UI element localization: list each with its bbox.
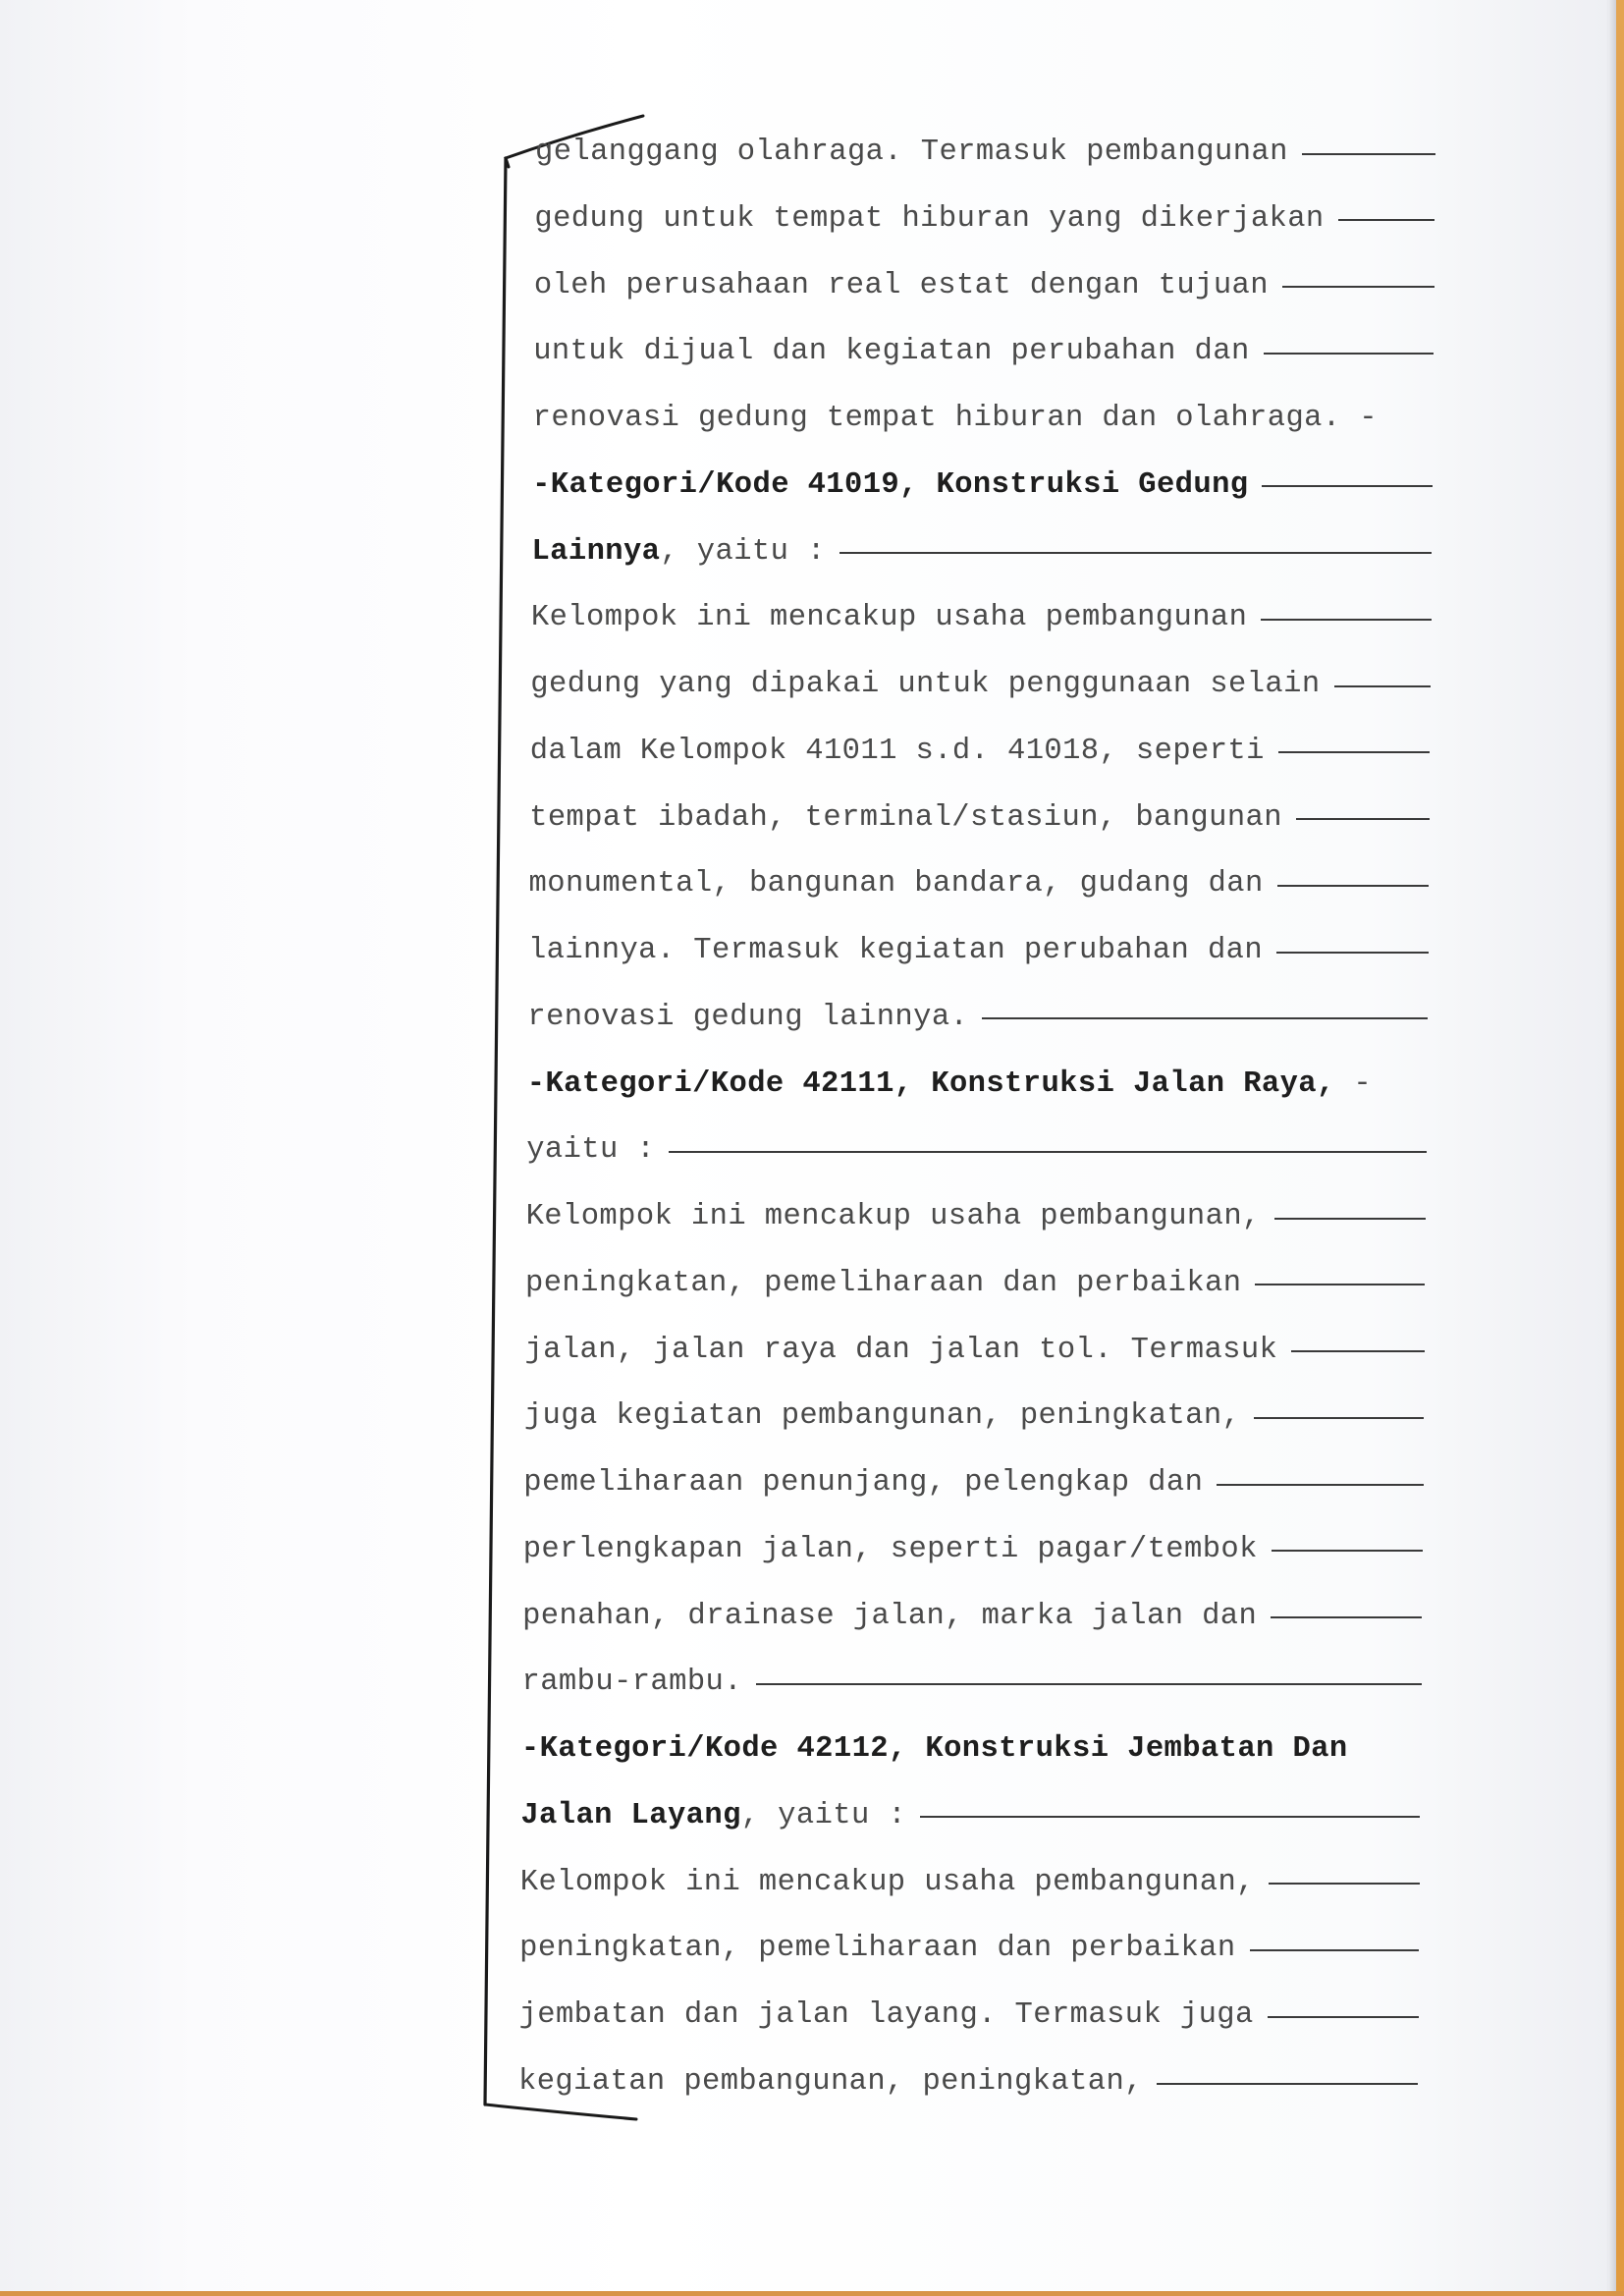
line-text — [522, 1666, 742, 1699]
fill-line — [920, 1816, 1420, 1818]
document-line — [529, 862, 1430, 905]
line-text — [527, 1067, 1372, 1101]
line-text — [534, 202, 1324, 236]
document-line — [531, 530, 1432, 574]
fill-line — [1157, 2083, 1418, 2085]
body-text: penahan, drainase jalan, marka jalan dan — [522, 1599, 1258, 1633]
fill-line — [756, 1683, 1422, 1685]
fill-line — [1250, 1949, 1420, 1951]
document-line — [526, 1195, 1426, 1238]
body-text: tempat ibadah, terminal/stasiun, bangunan — [529, 800, 1282, 835]
document-line — [535, 131, 1435, 174]
line-text — [530, 735, 1265, 768]
fill-line — [1264, 353, 1434, 355]
document-line — [522, 1595, 1422, 1638]
fill-line — [669, 1151, 1427, 1153]
body-text: gelanggang olahraga. Termasuk pembangunan — [535, 136, 1288, 169]
body-text: Kelompok ini mencakup usaha pembangunan, — [525, 1200, 1261, 1234]
line-text — [518, 2065, 1143, 2099]
body-text: peningkatan, pemeliharaan dan perbaikan — [525, 1266, 1242, 1300]
document-line — [524, 1394, 1424, 1438]
line-text — [523, 1533, 1258, 1566]
body-text: Kelompok ini mencakup usaha pembangunan — [530, 601, 1248, 635]
document-line — [531, 596, 1432, 639]
document-line — [520, 1861, 1420, 1904]
body-text: , yaitu : — [660, 534, 826, 569]
heading-text: -Kategori/Kode 42112, Konstruksi Jembatan Dan — [520, 1732, 1348, 1767]
document-line — [521, 1727, 1421, 1771]
line-text — [531, 535, 825, 569]
line-text — [533, 402, 1378, 435]
document-line — [532, 464, 1433, 507]
body-text: lainnya. Termasuk kegiatan perubahan dan — [527, 934, 1264, 968]
line-text — [524, 1334, 1277, 1367]
fill-line — [1272, 1550, 1423, 1552]
line-text — [526, 1133, 655, 1167]
line-text — [531, 601, 1247, 634]
document-line — [519, 1994, 1419, 2037]
fill-line — [1261, 619, 1431, 621]
fill-line — [839, 552, 1433, 554]
line-text — [519, 1998, 1254, 2032]
line-text — [534, 269, 1269, 302]
document-line — [533, 397, 1434, 440]
body-text: jembatan dan jalan layang. Termasuk juga — [518, 1998, 1254, 2033]
fill-line — [1269, 1883, 1420, 1885]
body-text: , yaitu : — [740, 1798, 907, 1832]
document-line — [525, 1262, 1425, 1305]
line-text — [529, 801, 1282, 835]
document-line — [534, 264, 1435, 307]
body-text: pemeliharaan penunjang, pelengkap dan — [523, 1466, 1204, 1501]
line-text — [525, 1267, 1241, 1300]
body-text: renovasi gedung lainnya. — [527, 1000, 969, 1034]
document-line — [527, 996, 1428, 1039]
line-text — [535, 136, 1288, 169]
document-line — [528, 929, 1429, 972]
document-line — [534, 197, 1435, 241]
line-text — [533, 335, 1249, 368]
body-text: jalan, jalan raya dan jalan tol. Termasuk — [524, 1333, 1278, 1367]
document-line — [519, 1927, 1419, 1970]
body-text: - — [1334, 1066, 1373, 1101]
body-text: gedung untuk tempat hiburan yang dikerjakan — [534, 201, 1325, 236]
fill-line — [1291, 1350, 1425, 1352]
line-text — [523, 1466, 1203, 1500]
line-text — [529, 867, 1264, 901]
document-line — [527, 1063, 1428, 1106]
fill-line — [1338, 219, 1435, 221]
line-text — [520, 1799, 906, 1832]
fill-line — [1282, 286, 1435, 288]
body-text: perlengkapan jalan, seperti pagar/tembok — [522, 1532, 1258, 1566]
fill-line — [1274, 1218, 1426, 1220]
document-line — [530, 730, 1431, 773]
heading-text: Lainnya — [531, 534, 661, 569]
document-line — [522, 1661, 1422, 1704]
body-text: yaitu : — [526, 1133, 656, 1168]
body-text: untuk dijual dan kegiatan perubahan dan — [533, 335, 1250, 369]
body-text: kegiatan pembangunan, peningkatan, — [518, 2065, 1143, 2099]
line-text — [532, 468, 1248, 502]
fill-line — [1278, 751, 1431, 753]
line-text — [524, 1399, 1240, 1433]
fill-line — [1277, 885, 1429, 887]
document-line — [529, 796, 1430, 840]
heading-text: Jalan Layang — [520, 1798, 741, 1832]
document-line — [524, 1329, 1424, 1372]
fill-line — [1262, 485, 1432, 487]
line-text — [526, 1200, 1261, 1233]
document-line — [526, 1128, 1426, 1172]
body-text: rambu-rambu. — [521, 1666, 742, 1700]
document-line — [523, 1461, 1423, 1504]
line-text — [528, 934, 1263, 967]
fill-line — [1217, 1484, 1423, 1486]
body-text: gedung yang dipakai untuk penggunaan selain — [530, 668, 1321, 702]
document-line — [533, 330, 1434, 373]
line-text — [530, 668, 1320, 701]
fill-line — [1334, 685, 1431, 687]
line-text — [520, 1866, 1255, 1899]
fill-line — [982, 1017, 1428, 1019]
document-line — [530, 663, 1431, 706]
body-text: oleh perusahaan real estat dengan tujuan — [533, 268, 1269, 302]
line-text — [522, 1600, 1257, 1633]
fill-line — [1254, 1417, 1424, 1419]
body-text: monumental, bangunan bandara, gudang dan — [528, 867, 1264, 902]
line-text — [521, 1732, 1348, 1766]
body-text: peningkatan, pemeliharaan dan perbaikan — [519, 1932, 1236, 1966]
fill-line — [1268, 2016, 1419, 2018]
heading-text: -Kategori/Kode 41019, Konstruksi Gedung — [532, 467, 1249, 502]
body-text: renovasi gedung tempat hiburan dan olahraga. - — [532, 402, 1378, 436]
fill-line — [1276, 952, 1428, 954]
line-text — [519, 1932, 1235, 1965]
document-line — [520, 1794, 1420, 1837]
body-text: juga kegiatan pembangunan, peningkatan, — [523, 1399, 1241, 1434]
heading-text: -Kategori/Kode 42111, Konstruksi Jalan Raya, — [526, 1066, 1335, 1101]
fill-line — [1271, 1616, 1422, 1618]
document-line — [518, 2060, 1418, 2104]
fill-line — [1296, 818, 1430, 820]
document-line — [523, 1528, 1423, 1571]
fill-line — [1255, 1284, 1425, 1285]
line-text — [527, 1001, 968, 1034]
fill-line — [1302, 153, 1435, 155]
body-text: dalam Kelompok 41011 s.d. 41018, seperti — [529, 734, 1265, 768]
body-text: Kelompok ini mencakup usaha pembangunan, — [519, 1865, 1255, 1899]
